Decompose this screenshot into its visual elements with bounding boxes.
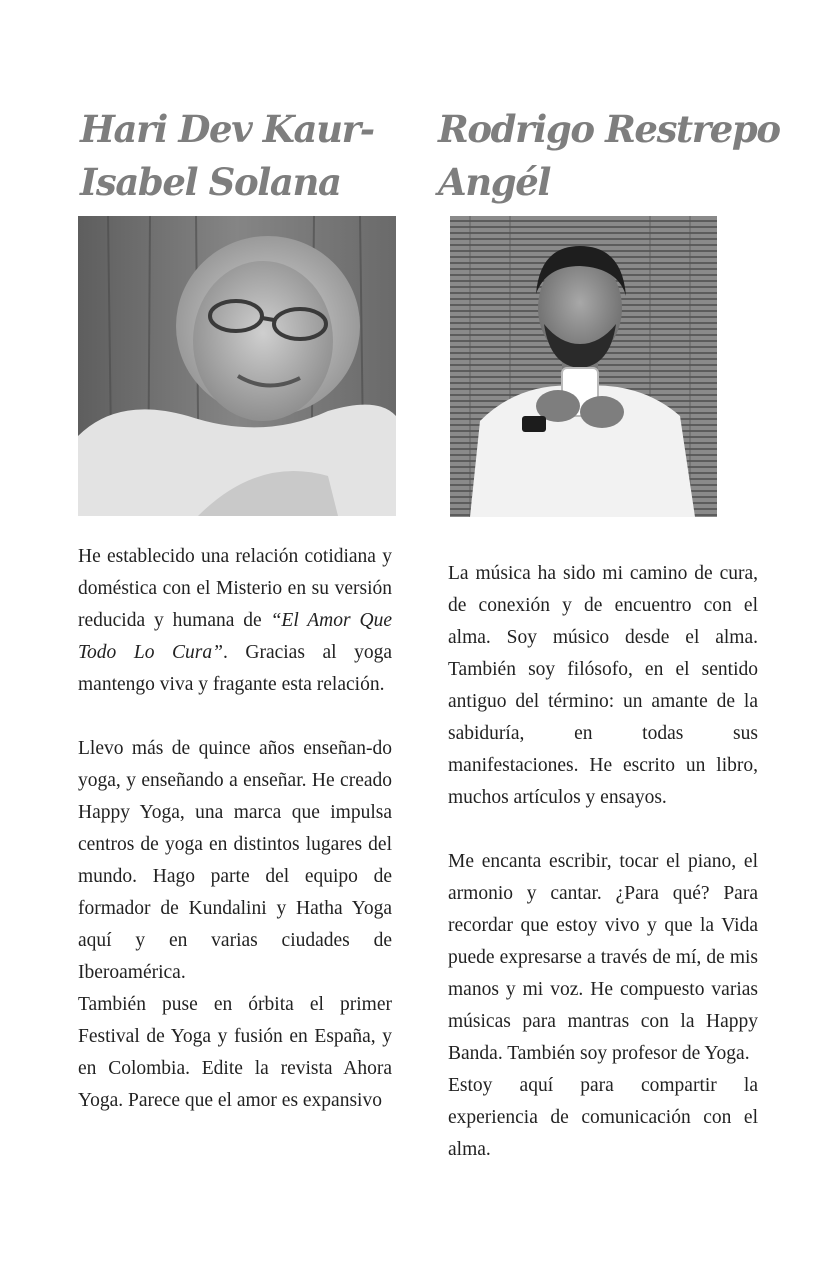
left-profile-bio [78, 541, 392, 1117]
right-profile-name [438, 103, 780, 209]
right-name-line1: Rodrigo Restrepo [438, 107, 780, 151]
left-bio-p1-text: He establecido una relación cotidiana y doméstica con el Misterio en su versión reducida y humana de [78, 546, 392, 631]
left-bio-p1-end: . Gracias al yoga mantengo viva y fragante esta relación. [78, 642, 393, 695]
left-bio-paragraph-1 [78, 541, 392, 701]
left-profile-name [80, 103, 374, 209]
right-bio-paragraph-3: Estoy aquí para compartir la experiencia de comunicación con el alma. [448, 1075, 758, 1160]
left-name-line2: Isabel Solana [80, 160, 341, 204]
left-bio-paragraph-3: También puse en órbita el primer Festival de Yoga y fusión en España, y en Colombia. Edite la revista Ahora Yoga. Parece que el amor es expansivo [78, 994, 392, 1111]
woman-portrait-image [78, 216, 396, 516]
right-bio-paragraph-2: Me encanta escribir, tocar el piano, el armonio y cantar. ¿Para qué? Para recordar que estoy vivo y que la Vida puede expresarse a través de mí, de mis manos y mi voz. He compuesto varias músicas para mantras con la Happy Banda. También soy profesor de Yoga. [448, 851, 758, 1064]
right-profile-photo [450, 216, 717, 517]
right-name-line2: Angél [438, 160, 551, 204]
left-bio-paragraph-2: Llevo más de quince años enseñan-do yoga, y enseñando a enseñar. He creado Happy Yoga, una marca que impulsa centros de yoga en distintos lugares del mundo. Hago parte del equipo de formador de Kundalini y Hatha Yoga aquí y en varias ciudades de Iberoamérica. [78, 738, 392, 983]
right-bio-paragraph-1: La música ha sido mi camino de cura, de conexión y de encuentro con el alma. Soy músico desde el alma. También soy filósofo, en el sentido antiguo del término: un amante de la sabiduría, en todas sus manifestaciones. He escrito un libro, muchos artículos y ensayos. [448, 563, 758, 808]
left-profile-photo [78, 216, 396, 516]
right-profile-bio [448, 558, 758, 1166]
left-name-line1: Hari Dev Kaur- [80, 107, 374, 151]
man-portrait-image [450, 216, 717, 517]
left-bio-quote: “El Amor Que Todo Lo Cura” [78, 610, 392, 663]
